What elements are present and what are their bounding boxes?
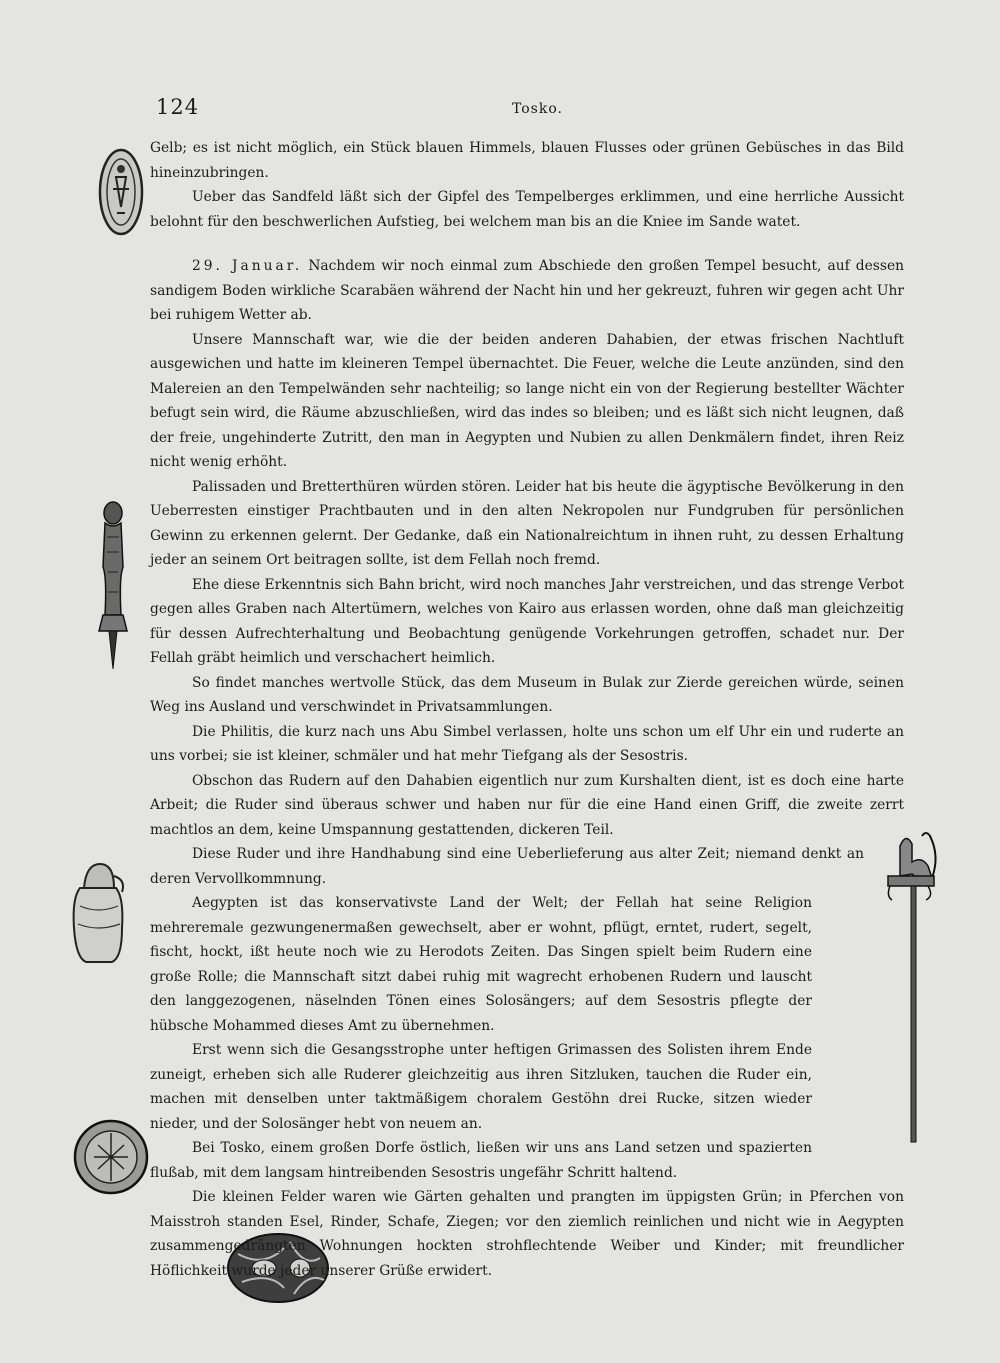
paragraph: Diese Ruder und ihre Handhabung sind eine Ueberlieferung aus alter Zeit; niemand denkt an deren Vervollkommnung. [150, 846, 864, 887]
running-head: Tosko. [512, 101, 563, 117]
scarab-icon [70, 1115, 152, 1197]
paragraph: Gelb; es ist nicht möglich, ein Stück blauen Himmels, blauen Flusses oder grünen Gebüsches in das Bild hineinzubringen. [150, 140, 904, 181]
paragraph: Aegypten ist das konservativste Land der Welt; der Fellah hat seine Religion mehreremale gezwungenermaßen gewechselt, aber er wohnt, pflügt, erntet, rudert, segelt, fischt, hockt, ißt heute noch wie zu Herodots Zeiten. Das Singen spielt beim Rudern eine große Rolle; die Mannschaft sitzt dabei ruhig mit wagrecht erhobenen Rudern und lauscht den langgezogenen, näselnden Tönen eines Solosängers; auf dem Sesostris pflegte der hübsche Mohammed dieses Amt zu übernehmen. [150, 895, 812, 1034]
paragraph: Unsere Mannschaft war, wie die der beiden anderen Dahabien, der etwas frischen Nachtluft ausgewichen und hatte im kleineren Tempel übernachtet. Die Feuer, welche die Leute anzünden, sind den Malereien an den Tempelwänden sehr nachteilig; so lange nicht ein von der Regierung bestellter Wächter befugt sein wird, die Räume abzuschließen, wird das indes so bleiben; und es läßt sich nicht leugnen, daß der freie, ungehinderte Zutritt, den man in Aegypten und Nubien zu allen Denkmälern findet, ihren Reiz nicht wenig erhöht. [150, 331, 904, 470]
paragraph: Die Philitis, die kurz nach uns Abu Simbel verlassen, holte uns schon um elf Uhr ein und ruderte an uns vorbei; sie ist kleiner, schmäler und hat mehr Tiefgang als der Sesostris. [150, 723, 904, 764]
paragraph-text: Nachdem wir noch einmal zum Abschiede den großen Tempel besucht, auf dessen sandigem Boden wirkliche Scarabäen während der Nacht hin und her gekreuzt, fuhren wir gegen acht Uhr bei ruhigem Wetter ab. [150, 258, 904, 323]
paragraph: Die kleinen Felder waren wie Gärten gehalten und prangten im üppigsten Grün; in Pferchen von Maisstroh standen Esel, Rinder, Schafe, Ziegen; vor den ziemlich reinlichen und nicht wie in Aegypten zusammengedrängten Wohnungen hockten strohflechtende Weiber und Kinder; mit freundlicher Höflichkeit wurde jeder unserer Grüße erwidert. [150, 1189, 904, 1279]
paragraph: So findet manches wertvolle Stück, das dem Museum in Bulak zur Zierde gereichen würde, seinen Weg ins Ausland und verschwindet in Privatsammlungen. [150, 674, 904, 715]
figurine-icon [93, 497, 135, 672]
date-heading: 29. Januar. [192, 258, 303, 274]
canopic-jar-icon [66, 858, 132, 968]
page-number: 124 [156, 95, 200, 119]
body-text [150, 136, 904, 1283]
paragraph [150, 254, 904, 328]
paragraph: Bei Tosko, einem großen Dorfe östlich, ließen wir uns ans Land setzen und spazierten flußab, mit dem langsam hintreibenden Sesostris ungefähr Schritt haltend. [150, 1140, 812, 1181]
paragraph: Ehe diese Erkenntnis sich Bahn bricht, wird noch manches Jahr verstreichen, und das strenge Verbot gegen alles Graben nach Altertümern, welches von Kairo aus erlassen worden, ohne daß man gleichzeitig für dessen Aufrechterhaltung und Beobachtung genügende Vorkehrungen getroffen, schadet nur. Der Fellah gräbt heimlich und verschachert heimlich. [150, 576, 904, 666]
scarab-seal-icon [97, 147, 145, 237]
paragraph: Ueber das Sandfeld läßt sich der Gipfel des Tempelberges erklimmen, und eine herrliche Aussicht belohnt für den beschwerlichen Aufstieg, bei welchem man bis an die Kniee im Sande watet. [150, 189, 904, 230]
paragraph: Obschon das Rudern auf den Dahabien eigentlich nur zum Kurshalten dient, ist es doch eine harte Arbeit; die Ruder sind überaus schwer und haben nur für die eine Hand einen Griff, die zweite zerrt machtlos an dem, keine Umspannung gestattenden, dickeren Teil. [150, 772, 904, 838]
paragraph: Palissaden und Bretterthüren würden stören. Leider hat bis heute die ägyptische Bevölkerung in den Ueberresten einstiger Prachtbauten und in den alten Nekropolen nur Fundgruben für persönlichen Gewinn zu erkennen gelernt. Der Gedanke, daß ein Nationalreichtum in ihnen ruht, zu dessen Erhaltung jeder an seinem Ort beitragen sollte, ist dem Fellah noch fremd. [150, 478, 904, 568]
paragraph: Erst wenn sich die Gesangsstrophe unter heftigen Grimassen des Solisten ihrem Ende zuneigt, erheben sich alle Ruderer gleichzeitig aus ihren Sitzluken, tauchen die Ruder ein, machen mit denselben unter taktmäßigem choralem Gestöhn drei Rucke, sitzen wieder nieder, und der Solosänger hebt von neuem an. [150, 1042, 812, 1132]
